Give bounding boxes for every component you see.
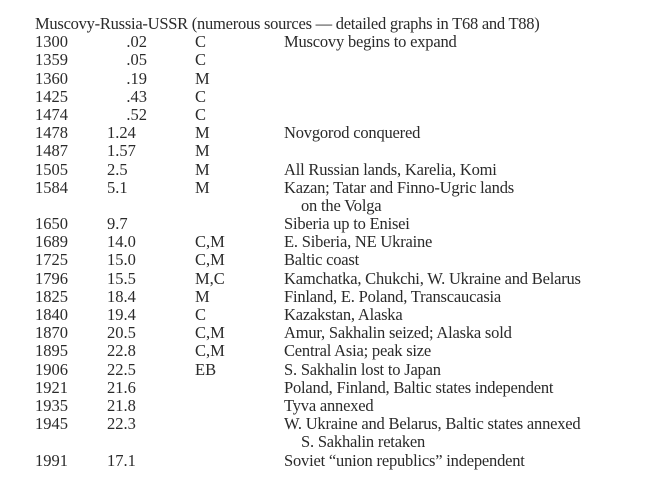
year-cell: 1895 — [35, 341, 68, 361]
event-text: Poland, Finland, Baltic states independent — [284, 377, 554, 397]
year-cell: 1991 — [35, 450, 68, 470]
event-text: Amur, Sakhalin seized; Alaska sold — [284, 323, 512, 343]
source-cell: M,C — [195, 268, 225, 288]
year-cell: 1650 — [35, 214, 68, 234]
area-value-cell: 5.1 — [107, 177, 128, 197]
area-value-cell: 22.5 — [107, 359, 136, 379]
source-cell: M — [195, 177, 210, 197]
year-cell: 1840 — [35, 305, 68, 325]
event-text: Kamchatka, Chukchi, W. Ukraine and Belarus — [284, 268, 581, 288]
event-text: S. Sakhalin lost to Japan — [284, 359, 441, 379]
event-text: All Russian lands, Karelia, Komi — [284, 159, 497, 179]
event-text: Siberia up to Enisei — [284, 214, 410, 234]
year-cell: 1725 — [35, 250, 68, 270]
table-row — [35, 70, 655, 88]
area-value-cell: .05 — [126, 50, 147, 70]
area-value-cell: .19 — [126, 68, 147, 88]
year-cell: 1359 — [35, 50, 68, 70]
event-text: Soviet “union republics” independent — [284, 450, 525, 470]
event-cell — [284, 452, 525, 470]
event-cell — [284, 251, 359, 269]
source-cell: M — [195, 159, 210, 179]
event-text: Muscovy begins to expand — [284, 32, 457, 52]
year-cell: 1935 — [35, 395, 68, 415]
table-row — [35, 161, 655, 179]
event-cell — [284, 161, 497, 179]
source-cell: M — [195, 68, 210, 88]
table-body — [35, 33, 655, 470]
area-value-cell: .02 — [126, 32, 147, 52]
area-value-cell: .43 — [126, 86, 147, 106]
area-value-cell: 9.7 — [107, 214, 128, 234]
table-row — [35, 306, 655, 324]
area-value-cell: 22.8 — [107, 341, 136, 361]
table-row — [35, 397, 655, 415]
table-row — [35, 251, 655, 269]
event-cell — [284, 270, 581, 288]
area-value-cell: .52 — [126, 104, 147, 124]
year-cell: 1487 — [35, 141, 68, 161]
year-cell: 1825 — [35, 286, 68, 306]
source-cell: EB — [195, 359, 217, 379]
source-cell: C,M — [195, 232, 225, 252]
event-cell — [284, 324, 512, 342]
area-value-cell: 19.4 — [107, 305, 136, 325]
year-cell: 1505 — [35, 159, 68, 179]
event-text: E. Siberia, NE Ukraine — [284, 232, 433, 252]
event-cell — [284, 124, 420, 142]
event-cell — [284, 233, 432, 251]
source-cell: C,M — [195, 250, 225, 270]
table-row — [35, 379, 655, 397]
table-row — [35, 270, 655, 288]
area-value-cell: 21.8 — [107, 395, 136, 415]
area-value-cell: 15.0 — [107, 250, 136, 270]
source-cell: M — [195, 123, 210, 143]
area-value-cell: 20.5 — [107, 323, 136, 343]
year-cell: 1945 — [35, 414, 68, 434]
event-cell — [284, 361, 441, 379]
event-text: Novgorod conquered — [284, 123, 421, 143]
event-cell — [284, 397, 373, 415]
event-cell — [284, 415, 580, 451]
area-value-cell: 17.1 — [107, 450, 136, 470]
area-value-cell: 15.5 — [107, 268, 136, 288]
year-cell: 1584 — [35, 177, 68, 197]
table-row — [35, 361, 655, 379]
year-cell: 1478 — [35, 123, 68, 143]
source-cell: C — [195, 50, 207, 70]
table-row — [35, 142, 655, 160]
table-row — [35, 33, 655, 51]
event-cell — [284, 342, 431, 360]
event-cell — [284, 288, 501, 306]
table-row — [35, 288, 655, 306]
source-cell: C,M — [195, 341, 225, 361]
event-text: Kazan; Tatar and Finno-Ugric lands — [284, 177, 515, 197]
table-row — [35, 124, 655, 142]
event-text: Tyva annexed — [284, 395, 374, 415]
source-cell: C — [195, 305, 207, 325]
source-cell: M — [195, 141, 210, 161]
event-continuation-text: on the Volga — [301, 195, 382, 215]
year-cell: 1689 — [35, 232, 68, 252]
source-cell: M — [195, 286, 210, 306]
year-cell: 1921 — [35, 377, 68, 397]
area-value-cell: 1.57 — [107, 141, 136, 161]
event-cell — [284, 215, 410, 233]
source-cell: C — [195, 32, 207, 52]
area-value-cell: 21.6 — [107, 377, 136, 397]
event-text: W. Ukraine and Belarus, Baltic states annexed — [284, 414, 581, 434]
year-cell: 1474 — [35, 104, 68, 124]
event-cell — [284, 33, 457, 51]
year-cell: 1906 — [35, 359, 68, 379]
table-row — [35, 415, 655, 451]
area-value-cell: 22.3 — [107, 414, 136, 434]
territory-table — [35, 15, 655, 470]
table-row — [35, 452, 655, 470]
table-row — [35, 233, 655, 251]
event-continuation-text: S. Sakhalin retaken — [301, 432, 426, 452]
event-text: Kazakstan, Alaska — [284, 305, 403, 325]
event-cell — [284, 306, 402, 324]
year-cell: 1796 — [35, 268, 68, 288]
area-value-cell: 2.5 — [107, 159, 128, 179]
year-cell: 1360 — [35, 68, 68, 88]
table-row — [35, 51, 655, 69]
year-cell: 1870 — [35, 323, 68, 343]
area-value-cell: 14.0 — [107, 232, 136, 252]
area-value-cell: 18.4 — [107, 286, 136, 306]
table-title: Muscovy-Russia-USSR (numerous sources — detailed graphs in T68 and T88) — [35, 14, 540, 33]
table-row — [35, 342, 655, 360]
event-text: Baltic coast — [284, 250, 360, 270]
table-row — [35, 179, 655, 215]
event-cell — [284, 179, 514, 215]
table-row — [35, 324, 655, 342]
year-cell: 1425 — [35, 86, 68, 106]
source-cell: C — [195, 104, 207, 124]
source-cell: C,M — [195, 323, 225, 343]
event-cell — [284, 379, 553, 397]
area-value-cell: 1.24 — [107, 123, 136, 143]
table-row — [35, 106, 655, 124]
source-cell: C — [195, 86, 207, 106]
year-cell: 1300 — [35, 32, 68, 52]
table-row — [35, 88, 655, 106]
event-text: Central Asia; peak size — [284, 341, 432, 361]
table-row — [35, 215, 655, 233]
event-text: Finland, E. Poland, Transcaucasia — [284, 286, 502, 306]
